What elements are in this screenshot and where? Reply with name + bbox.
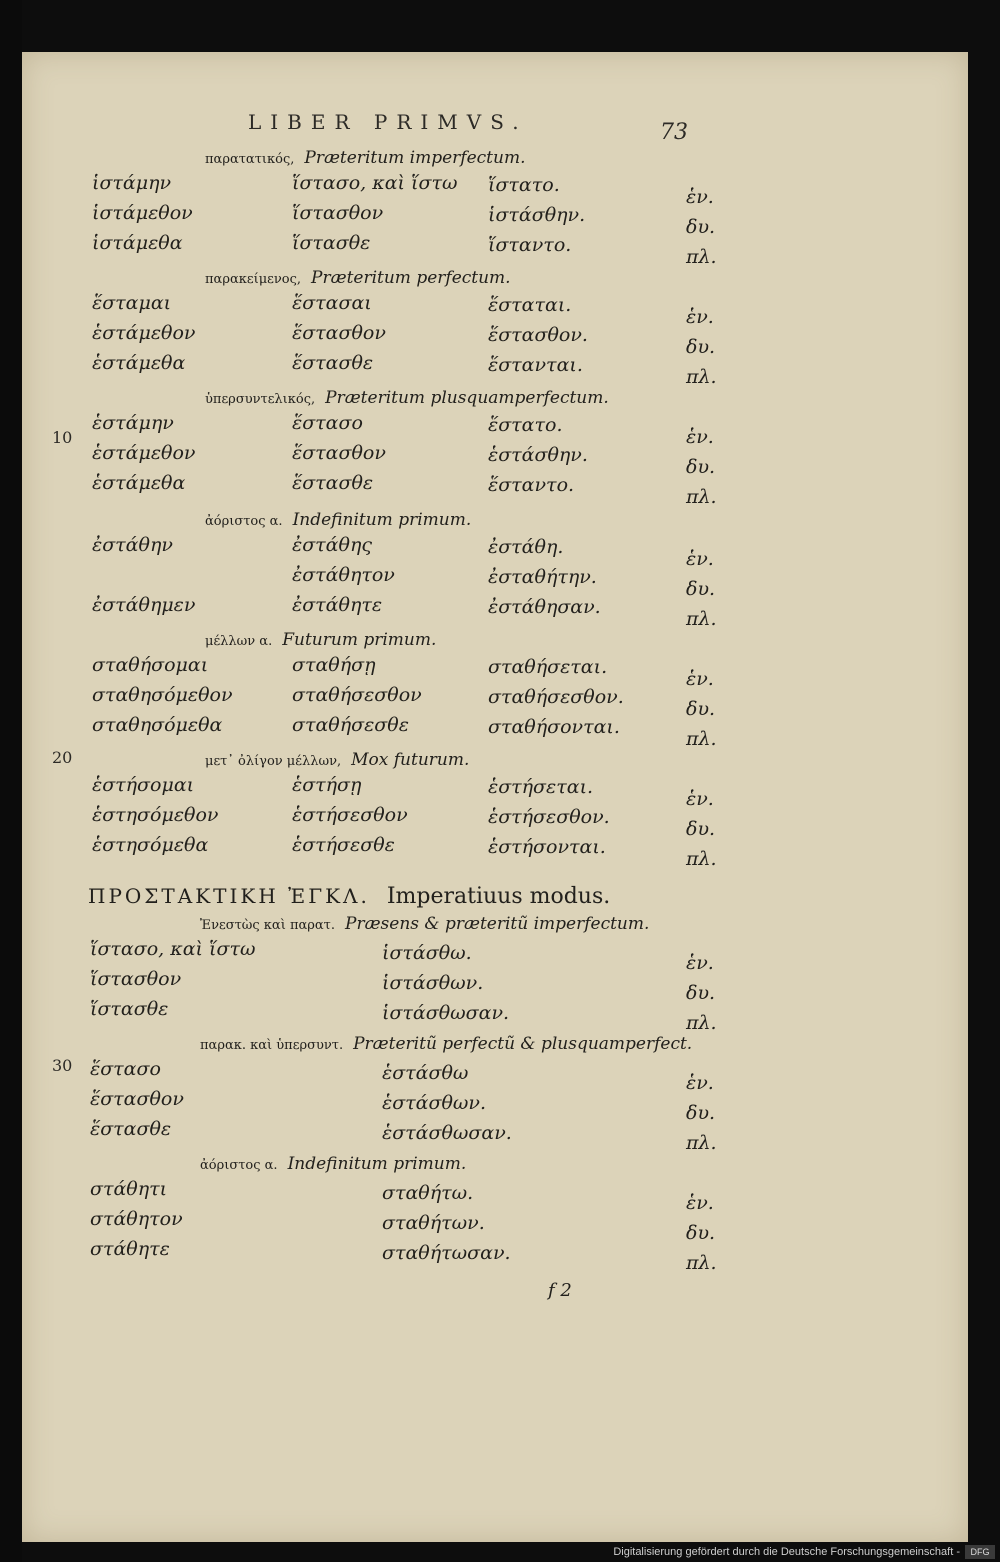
number-label: πλ. [686,1132,717,1154]
form-third-person: ἕσταντο. [488,474,575,496]
section-heading-latin: Præteritum plusquamperfectum. [325,388,609,408]
number-label: δυ. [686,698,716,720]
imperative-form-second-person: ἵστασθε [90,998,169,1020]
imperative-form-second-person: στάθητε [90,1238,170,1260]
form-third-person: ἵσταντο. [488,234,572,256]
number-label: δυ. [686,578,716,600]
margin-line-number: 30 [52,1056,73,1075]
section-heading-greek: μετ᾽ ὀλίγον μέλλων, [205,754,342,769]
form-first-person: σταθήσομαι [92,654,209,676]
form-first-person: ἑστάμεθα [92,472,186,494]
form-second-person: ἑστήσῃ [292,774,362,796]
imperative-form-second-person: ἕστασο [90,1058,161,1080]
number-label: ἑν. [686,1192,714,1214]
section-heading-greek: παρακ. καὶ ὑπερσυντ. [200,1038,344,1053]
form-second-person: ἵστασθε [292,232,371,254]
imperative-form-third-person: ἱστάσθωσαν. [382,1002,510,1024]
section-heading-greek: ὑπερσυντελικός, [205,392,316,407]
form-first-person: ἱστάμην [92,172,172,194]
form-third-person: ἑστάσθην. [488,444,588,466]
imperative-form-third-person: ἑστάσθων. [382,1092,486,1114]
number-label: δυ. [686,336,716,358]
form-first-person: ἱστάμεθα [92,232,183,254]
form-third-person: ἕσταται. [488,294,572,316]
imperative-form-second-person: ἵστασθον [90,968,182,990]
imperative-form-second-person: ἵστασο, καὶ ἵστω [90,938,256,960]
section-heading-greek: ἀόριστος α. [200,1158,278,1173]
number-label: πλ. [686,246,717,268]
section-heading-latin: Futurum primum. [282,630,437,650]
form-second-person: ἕστασθε [292,472,374,494]
imperative-form-third-person: σταθήτων. [382,1212,485,1234]
imperative-form-third-person: ἑστάσθωσαν. [382,1122,512,1144]
form-first-person: ἱστάμεθον [92,202,193,224]
form-second-person: ἕστασο [292,412,363,434]
form-first-person: ἑστήσομαι [92,774,195,796]
section-heading [200,914,649,934]
form-second-person: ἕστασθον [292,442,386,464]
number-label: πλ. [686,1012,717,1034]
section-heading-latin: Indefinitum primum. [292,510,472,530]
form-third-person: ἐσταθήτην. [488,566,597,588]
form-second-person: ἐστάθης [292,534,372,556]
form-third-person: σταθήσονται. [488,716,620,738]
form-first-person: ἑστησόμεθα [92,834,209,856]
section-heading [205,268,511,288]
section-heading-latin: Præsens & præteritũ imperfectum. [345,914,650,934]
section-heading-latin: Præteritũ perfectũ & plusquamperfect. [353,1034,693,1054]
section-heading-greek: παρατατικός, [205,152,295,167]
number-label: ἑν. [686,426,714,448]
section-heading-greek: μέλλων α. [205,634,273,649]
section-heading-latin: Præteritum imperfectum. [304,148,526,168]
form-first-person: ἑστάμεθον [92,322,196,344]
imperative-form-second-person: ἕστασθον [90,1088,184,1110]
form-first-person: ἐστάθην [92,534,173,556]
imperative-form-second-person: στάθητον [90,1208,183,1230]
number-label: πλ. [686,848,717,870]
form-third-person: ἐστάθησαν. [488,596,601,618]
imperative-form-second-person: στάθητι [90,1178,168,1200]
form-first-person: ἑστάμην [92,412,174,434]
section-heading-greek: παρακείμενος, [205,272,302,287]
imperative-form-third-person: σταθήτωσαν. [382,1242,511,1264]
number-label: πλ. [686,366,717,388]
form-third-person: ἱστάσθην. [488,204,586,226]
number-label: πλ. [686,608,717,630]
imperative-form-second-person: ἕστασθε [90,1118,172,1140]
form-third-person: ἕστασθον. [488,324,588,346]
margin-line-number: 20 [52,748,73,767]
number-label: ἑν. [686,548,714,570]
form-third-person: ἑστήσεται. [488,776,594,798]
number-label: πλ. [686,486,717,508]
form-third-person: ἑστήσεσθον. [488,806,610,828]
imperative-form-third-person: ἑστάσθω [382,1062,469,1084]
section-heading [205,388,609,408]
form-second-person: ἐστάθητον [292,564,395,586]
section-heading [200,1034,692,1054]
form-first-person: ἐστάθημεν [92,594,196,616]
form-second-person: ἕστασθον [292,322,386,344]
section-heading-latin: Mox futurum. [351,750,470,770]
form-second-person: ἑστήσεσθε [292,834,395,856]
section-heading [205,630,436,650]
section-heading [205,148,525,168]
section-heading-latin: Præteritum perfectum. [311,268,511,288]
imperative-form-third-person: ἱστάσθω. [382,942,472,964]
form-second-person: σταθήσεσθε [292,714,409,736]
number-label: δυ. [686,818,716,840]
form-second-person: σταθήσῃ [292,654,376,676]
form-third-person: ἑστήσονται. [488,836,606,858]
form-second-person: ἵστασθον [292,202,384,224]
section-heading-latin: Indefinitum primum. [287,1154,467,1174]
margin-line-number: 10 [52,428,73,447]
form-first-person: ἑστησόμεθον [92,804,219,826]
form-second-person: ἑστήσεσθον [292,804,408,826]
section-heading [205,510,471,530]
mood-latin: Imperatiuus modus. [386,884,611,909]
mood-greek: ΠΡΟΣΤΑΚΤΙΚΗ ἘΓΚΛ. [88,884,370,908]
form-third-person: ἕστανται. [488,354,583,376]
form-third-person: ἐστάθη. [488,536,564,558]
number-label: ἑν. [686,668,714,690]
form-first-person: ἕσταμαι [92,292,172,314]
form-second-person: ἕστασθε [292,352,374,374]
form-third-person: ἕστατο. [488,414,563,436]
number-label: δυ. [686,1102,716,1124]
number-label: πλ. [686,728,717,750]
mood-heading [88,884,610,909]
form-first-person: ἑστάμεθον [92,442,196,464]
imperative-form-third-person: ἱστάσθων. [382,972,484,994]
number-label: δυ. [686,982,716,1004]
form-third-person: σταθήσεται. [488,656,608,678]
digitization-footer: Digitalisierung gefördert durch die Deutsche Forschungsgemeinschaft - [613,1546,960,1558]
running-head: LIBER PRIMVS. [248,110,528,134]
dfg-logo: DFG [965,1545,995,1559]
signature-mark: f 2 [548,1280,572,1301]
number-label: ἑν. [686,306,714,328]
number-label: ἑν. [686,186,714,208]
form-first-person: σταθησόμεθα [92,714,223,736]
form-third-person: σταθήσεσθον. [488,686,624,708]
number-label: ἑν. [686,1072,714,1094]
number-label: πλ. [686,1252,717,1274]
folio-number: 73 [660,120,688,145]
number-label: ἑν. [686,952,714,974]
number-label: δυ. [686,456,716,478]
imperative-form-third-person: σταθήτω. [382,1182,474,1204]
section-heading-greek: Ἐνεστὼς καὶ παρατ. [200,918,336,933]
number-label: ἑν. [686,788,714,810]
form-first-person: σταθησόμεθον [92,684,233,706]
section-heading [200,1154,466,1174]
form-second-person: ἕστασαι [292,292,372,314]
form-second-person: ἐστάθητε [292,594,383,616]
form-second-person: ἵστασο, καὶ ἵστω [292,172,458,194]
form-first-person: ἑστάμεθα [92,352,186,374]
form-second-person: σταθήσεσθον [292,684,422,706]
number-label: δυ. [686,1222,716,1244]
section-heading-greek: ἀόριστος α. [205,514,283,529]
section-heading [205,750,469,770]
number-label: δυ. [686,216,716,238]
form-third-person: ἵστατο. [488,174,560,196]
scan-edge [0,0,22,1562]
